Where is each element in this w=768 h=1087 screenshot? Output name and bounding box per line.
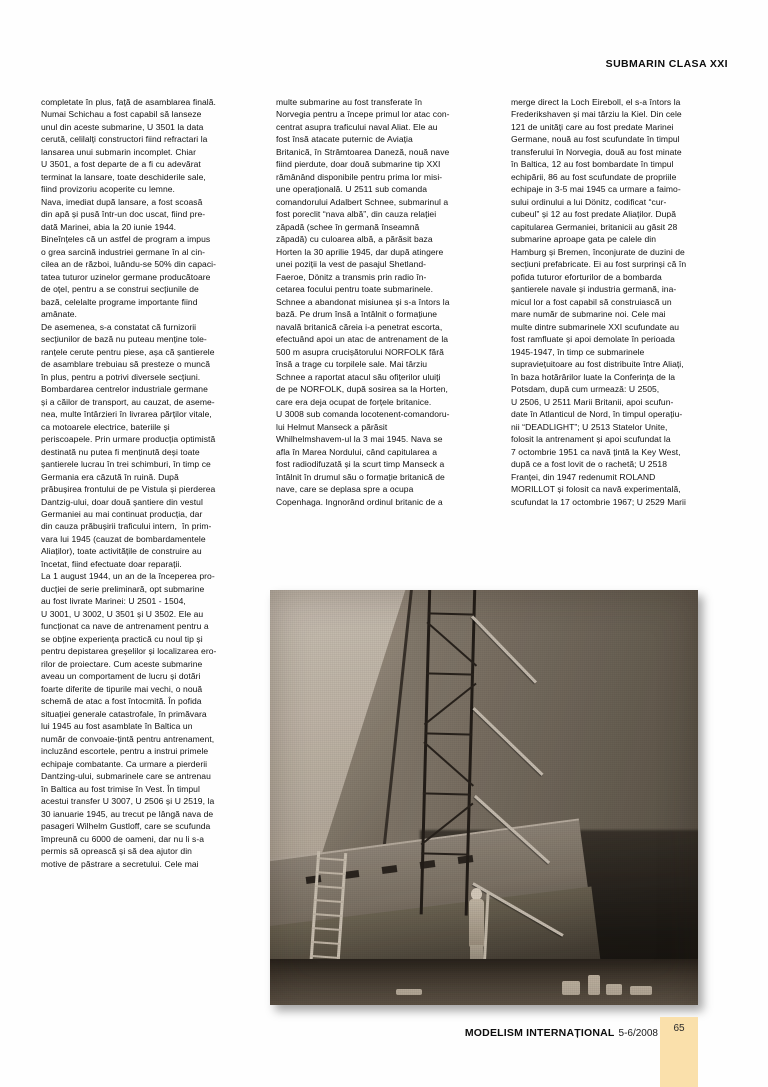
text-line: după ce a fost lovit de o rachetă; U 2518 [511,459,667,470]
text-line: acestui transfer U 3007, U 2506 și U 2519, la [41,796,215,807]
text-line: lui Helmut Manseck a părăsit [276,421,388,432]
text-line: pentru depistarea greșelilor și localizarea ero- [41,646,217,657]
text-line: funcționat ca nave de antrenament pentru a [41,621,209,632]
text-line: în Baltica, 12 au fost bombardate în timpul [511,159,674,170]
text-line: Germania era căzută în ruină. După [41,471,179,482]
text-line: fiind provizoriu acoperite cu lemne. [41,184,175,195]
photo-vignette [270,590,698,1005]
text-line: nea, multe întârzieri în livrarea părților vitale, [41,409,212,420]
text-line: submarine aproape gata pe calele din [511,234,656,245]
footer-issue-number: 5-6/2008 [618,1028,658,1039]
text-line: din apă și pusă într-un doc uscat, fiind pre- [41,209,206,220]
text-line: Germaniei au mai continuat producția, dar [41,508,203,519]
text-line: prăbușirea frontului de pe Vistula și pierderea [41,484,216,495]
text-line: La 1 august 1944, un an de la începerea pro- [41,571,215,582]
text-line: fost radiodifuzată și la scurt timp Manseck a [276,459,445,470]
column-2-body [276,96,494,508]
text-line: unul din aceste submarine, U 3501 la data [41,121,204,132]
text-line: nii “DEADLIGHT”; U 2513 Statelor Unite, [511,421,668,432]
text-line: număr de convoaie-țintă pentru antrenament, [41,733,215,744]
text-line: Potsdam, după cum urmează: U 2505, [511,384,660,395]
text-line: echipării, 86 au fost scufundate de propriile [511,171,677,182]
text-line: cerută, celilalți constructori fiind refractari la [41,134,208,145]
text-line: Aliaților), toate activitățile de construire au [41,546,202,557]
text-line: schemă de atac a fost întocmită. În pofida [41,696,202,707]
text-line: Horten la 30 aprilie 1945, dar după atingere [276,246,444,257]
text-line: dată Marinei, abia la 20 iunie 1944. [41,221,177,232]
text-line: Nava, imediat după lansare, a fost scoasă [41,196,203,207]
text-line: ducției de serie preliminară, opt submarine [41,583,205,594]
text-line: Schnee a abandonat misiunea și s-a întors la [276,296,450,307]
text-line: șantierele lucrau în trei schimburi, în timp ce [41,459,211,470]
page-number: 65 [673,1023,685,1034]
text-line: bază, celelalte programe importante fiind [41,296,198,307]
text-line: în plus, pentru a potrivi diversele secțiuni. [41,371,201,382]
text-line: lansarea unui submarin incomplet. Chiar [41,146,196,157]
text-line: se obține experiența practică cu noul tip și [41,633,203,644]
text-line: foarte diferite de tipurile mai vechi, o nouă [41,683,203,694]
text-line: Copenhaga. Ingnorând ordinul britanic de a [276,496,443,507]
text-line: permis să oprească și să dea ajutor din [41,846,192,857]
text-line: Frederikshaven și mai târziu la Kiel. Din cele [511,109,682,120]
text-line: centrat asupra traficului naval Aliat. Ele au [276,121,438,132]
text-line: din cauza prăbușirii traficului intern, în prim- [41,521,212,532]
text-line: pofida tuturor eforturilor de a bombarda [511,271,662,282]
text-line: 121 de unități care au fost predate Marinei [511,121,674,132]
text-line: De asemenea, s-a constatat că furnizorii [41,321,197,332]
text-line: 1945-1947, în timp ce submarinele [511,346,645,357]
text-line: lui 1945 au fost asamblate în Baltica un [41,721,193,732]
text-line: Bombardarea centrelor industriale germane [41,384,208,395]
text-line: merge direct la Loch Eireboll, el s-a întors la [511,97,681,107]
text-line: împreună cu 6000 de oameni, dar nu li s-a [41,833,205,844]
text-line: U 3501, a fost departe de a fi cu adevărat [41,159,201,170]
text-line: motive de păstrare a secretului. Cele mai [41,858,199,869]
text-line: și a căilor de transport, au cauzat, de aseme- [41,396,215,407]
text-line: zăpadă) cu culoarea albă, a părăsit baza [276,234,433,245]
text-line: sului ordinului a lui Dönitz, codificat “cur- [511,196,667,207]
text-line: fost ramfluate și apoi demolate în perioada [511,334,675,345]
text-line: echipaje combatante. Ca urmare a pierderii [41,758,208,769]
text-line: capitularea Germaniei, britanicii au găsit 28 [511,221,678,232]
running-head: SUBMARIN CLASA XXI [605,58,728,70]
text-line: completate în plus, față de asamblarea finală. [41,97,216,107]
text-line: Franței, din 1947 redenumit ROLAND [511,471,656,482]
text-line: fiind pierdute, doar două submarine tip XXI [276,159,441,170]
text-line: multe submarine au fost transferate în [276,97,422,107]
text-line: efectuând apoi un atac de antrenament de la [276,334,449,345]
text-line: periscoapele. Prin urmare producția optimistă [41,434,216,445]
text-line: rămânând disponibile pentru prima lor misi- [276,171,443,182]
text-line: folosit la antrenament și apoi scufundat la [511,434,671,445]
text-line: 30 ianuarie 1945, au trecut pe lângă nava de [41,808,214,819]
text-line: date în Atlanticul de Nord, în timpul operațiu- [511,409,683,420]
text-line: rilor de proiectare. Cum aceste submarine [41,658,203,669]
text-line: Britanică, în Strâmtoarea Daneză, nouă nave [276,146,450,157]
text-line: bază. Pe drum însă a întâlnit o formațiune [276,309,438,320]
page-footer [0,1019,768,1039]
column-1-body [41,96,259,870]
page-number-box [660,1017,698,1087]
text-line: une operațională. U 2511 sub comanda [276,184,428,195]
text-line: pasageri Wilhelm Gustloff, care se scufunda [41,821,211,832]
text-line: mare număr de submarine noi. Cele mai [511,309,666,320]
text-line: secțiunilor de bază nu puteau menține tole- [41,334,207,345]
text-line: de pe NORFOLK, după sosirea sa la Horten, [276,384,448,395]
text-line: aveau un comportament de lucru și dotări [41,671,201,682]
text-line: amânate. [41,309,77,320]
text-line: ranțele cerute pentru piese, așa că șantierele [41,346,215,357]
text-line: unei poziții la vest de pasajul Shetland- [276,259,427,270]
footer-imprint [465,1027,658,1039]
text-line: scufundat la 17 octombrie 1967; U 2529 Marii [511,496,686,507]
text-line: Whilhelmshavem-ul la 3 mai 1945. Nava se [276,434,443,445]
text-line: cetarea focului pentru toate submarinele. [276,284,433,295]
text-line: Germane, nouă au fost scufundate în timpul [511,134,680,145]
text-line: afla în Marea Nordului, când capitularea a [276,446,437,457]
text-line: supraviețuitoare au fost distribuite între Aliați, [511,359,684,370]
text-line: Faeroe, Dönitz a transmis prin radio în- [276,271,427,282]
text-line: destinată nu putea fi menținută deși toate [41,446,200,457]
text-line: o grea sarcină industriei germane în al cin- [41,246,206,257]
text-line: fost poreclit “nava albă”, din cauza relației [276,209,437,220]
text-line: transferului în Norvegia, două au fost minate [511,146,682,157]
text-line: cubeul” și 12 au fost predate Aliaților. După [511,209,677,220]
text-line: au fost livrate Marinei: U 2501 - 1504, [41,596,186,607]
text-line: care era deja ocupat de forțele britanice. [276,396,432,407]
text-line: comandorului Adalbert Schnee, submarinul a [276,196,449,207]
submarine-hull-construction-photo [270,590,698,1005]
footer-publication-title: MODELISM INTERNAȚIONAL [464,1027,615,1039]
text-line: Numai Schichau a fost capabil să lanseze [41,109,202,120]
text-line: Hamburg și Bremen, înconjurate de duzini de [511,246,685,257]
text-line: micul lor a fost capabil să construiască un [511,296,672,307]
text-column-1 [41,96,259,870]
text-line: Dantzing-ului, submarinele care se antrenau [41,771,211,782]
text-line: de oțel, pentru a se construi secțiunile de [41,284,199,295]
text-line: Norvegia pentru a începe primul lor atac con- [276,109,450,120]
text-line: în Baltica au fost trimise în Vest. În timpul [41,783,200,794]
text-line: de asamblare trebuiau să presteze o muncă [41,359,211,370]
text-line: situației generale catastrofale, în primăvara [41,708,207,719]
text-line: U 3008 sub comanda locotenent-comandoru- [276,409,450,420]
text-line: însă a trage cu torpilele sale. Mai târziu [276,359,428,370]
text-line: echipaje in 3-5 mai 1945 ca urmare a faimo- [511,184,681,195]
text-line: zăpadă (schee în germană înseamnă [276,221,420,232]
text-line: terminat la lansare, toate deschiderile sale, [41,171,206,182]
text-line: tatea tuturor uzinelor germane producătoare [41,271,211,282]
text-line: 7 octombrie 1951 ca navă țintă la Key West, [511,446,681,457]
text-line: vara lui 1945 (cauzat de bombardamentele [41,533,206,544]
text-line: U 3001, U 3002, U 3501 și U 3502. Ele au [41,608,204,619]
text-line: Schnee a raportat atacul său ofițerilor uluiți [276,371,441,382]
text-line: incluzând escortele, pentru a instrui primele [41,746,209,757]
text-line: nave, care se deplasa spre a ocupa [276,484,414,495]
text-line: cilea an de război, luându-se 50% din capaci- [41,259,216,270]
text-line: secțiuni prefabricate. Ei au fost surprinși că în [511,259,687,270]
text-line: U 2506, U 2511 Marii Britanii, apoi scufun- [511,396,674,407]
column-3-body [511,96,729,508]
text-line: în baza hotărârilor luate la Conferința de la [511,371,676,382]
text-line: încetat, fiind efectuate doar reparații. [41,558,182,569]
text-line: ca motoarele electrice, bateriile și [41,421,170,432]
text-line: MORILLOT și folosit ca navă experimentală, [511,484,681,495]
text-line: 500 m asupra crucișătorului NORFOLK fără [276,346,444,357]
text-line: Bineînțeles că un astfel de program a impus [41,234,211,245]
text-line: multe dintre submarinele XXI scufundate au [511,321,680,332]
text-line: întâlnit în drumul său o formație britanică de [276,471,445,482]
text-line: Dantzig-ului, doar două șantiere din vestul [41,496,203,507]
photo-canvas [270,590,698,1005]
text-line: navală britanică căreia i-a penetrat escorta, [276,321,443,332]
text-line: șantierele navale și industria germană, ina- [511,284,677,295]
text-line: fost însă atacate puternic de Aviația [276,134,413,145]
